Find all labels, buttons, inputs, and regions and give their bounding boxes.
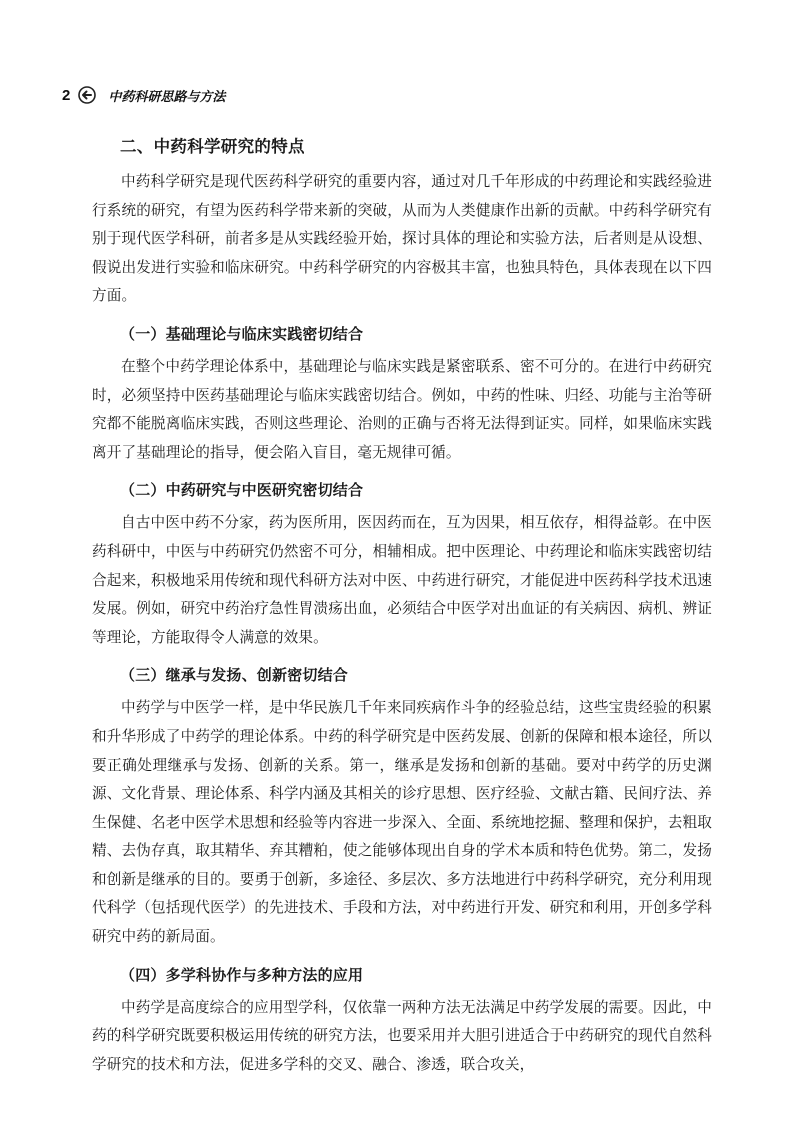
subsection-paragraph-1: 在整个中药学理论体系中，基础理论与临床实践是紧密联系、密不可分的。在进行中药研究时，必须坚持中医药基础理论与临床实践密切结合。例如，中药的性味、归经、功能与主治等研究都不能脱离临床实践，否则这些理论、治则的正确与否将无法得到证实。同样，如果临床实践离开了基础理论的指导，便会陷入盲目，毫无规律可循。 <box>92 357 712 461</box>
running-header <box>62 84 225 106</box>
book-title: 中药科研思路与方法 <box>108 89 226 105</box>
section-heading: 二、中药科学研究的特点 <box>120 137 305 156</box>
subsection-paragraph-2: 自古中医中药不分家，药为医所用，医因药而在，互为因果，相互依存，相得益彰。在中医药科研中，中医与中药研究仍然密不可分，相辅相成。把中医理论、中药理论和临床实践密切结合起来，积极地采用传统和现代科研方法对中医、中药进行研究，才能促进中医药科学技术迅速发展。例如，研究中药治疗急性胃溃疡出血，必须结合中医学对出血证的有关病因、病机、辨证等理论，方能取得令人满意的效果。 <box>92 514 712 646</box>
subsection-paragraph-3: 中药学与中医学一样，是中华民族几千年来同疾病作斗争的经验总结，这些宝贵经验的积累和升华形成了中药学的理论体系。中药的科学研究是中医药发展、创新的保障和根本途径，所以要正确处理继承与发扬、创新的关系。第一，继承是发扬和创新的基础。要对中药学的历史渊源、文化背景、理论体系、科学内涵及其相关的诊疗思想、医疗经验、文献古籍、民间疗法、养生保健、名老中医学术思想和经验等内容进一步深入、全面、系统地挖掘、整理和保护，去粗取精、去伪存真，取其精华、弃其糟粕，使之能够体现出自身的学术本质和特色优势。第二，发扬和创新是继承的目的。要勇于创新，多途径、多层次、多方法地进行中药科学研究，充分利用现代科学（包括现代医学）的先进技术、手段和方法，对中药进行开发、研究和利用，开创多学科研究中药的新局面。 <box>92 699 712 946</box>
page-number: 2 <box>62 86 71 104</box>
section-intro-paragraph: 中药科学研究是现代医药科学研究的重要内容，通过对几千年形成的中药理论和实践经验进行系统的研究，有望为医药科学带来新的突破，从而为人类健康作出新的贡献。中药科学研究有别于现代医学科研，前者多是从实践经验开始，探讨具体的理论和实验方法，后者则是从设想、假说出发进行实验和临床研究。中药科学研究的内容极其丰富，也独具特色，具体表现在以下四方面。 <box>92 173 712 305</box>
subsection-paragraph-4: 中药学是高度综合的应用型学科，仅依靠一两种方法无法满足中药学发展的需要。因此，中药的科学研究既要积极运用传统的研究方法，也要采用并大胆引进适合于中药研究的现代自然科学研究的技术和方法，促进多学科的交叉、融合、渗透，联合攻关， <box>92 998 712 1073</box>
left-arrow-circle-icon <box>78 86 96 104</box>
subsection-heading-3: （三）继承与发扬、创新密切结合 <box>120 666 349 685</box>
subsection-heading-2: （二）中药研究与中医研究密切结合 <box>120 481 364 500</box>
subsection-heading-1: （一）基础理论与临床实践密切结合 <box>120 324 364 343</box>
main-content <box>92 132 712 1079</box>
subsection-heading-4: （四）多学科协作与多种方法的应用 <box>120 965 364 984</box>
